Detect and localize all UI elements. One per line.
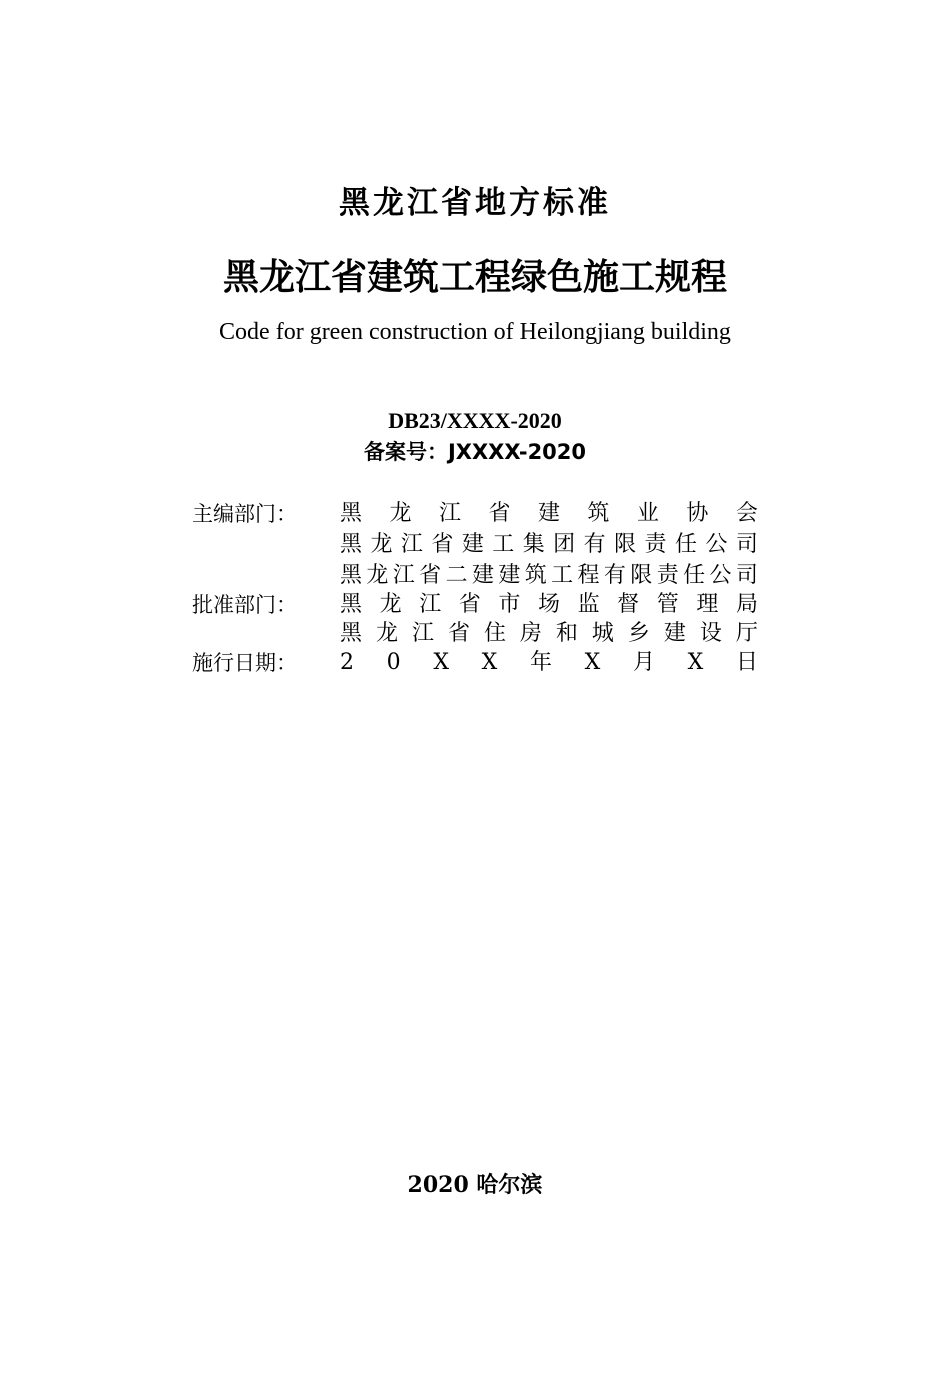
- standard-number: DB23/XXXX-2020: [388, 408, 562, 433]
- standard-type-heading: 黑龙江省地方标准: [339, 185, 611, 221]
- document-title-cn: 黑龙江省建筑工程绿色施工规程: [222, 256, 727, 298]
- editor-label: 主编部门：: [192, 502, 297, 526]
- record-number: 备案号：JXXXX-2020: [363, 440, 587, 464]
- approver-label: 批准部门：: [192, 593, 297, 617]
- approver-org-2: 黑 龙 江 省 住 房 和 城 乡 建 设 厅: [340, 621, 758, 646]
- approver-org-1: 黑 龙 江 省 市 场 监 督 管 理 局: [340, 592, 758, 617]
- publication-footer: 2020 哈尔滨: [407, 1172, 543, 1198]
- editor-org-2: 黑 龙 江 省 建 工 集 团 有 限 责 任 公 司: [340, 532, 758, 557]
- effective-date-label: 施行日期：: [192, 651, 297, 675]
- effective-date: 2 0 X X 年 X 月 X 日: [340, 650, 758, 675]
- editor-org-3: 黑 龙 江 省 二 建 建 筑 工 程 有 限 责 任 公 司: [340, 563, 758, 588]
- editor-org-1: 黑 龙 江 省 建 筑 业 协 会: [340, 501, 758, 526]
- document-title-en: Code for green construction of Heilongjiang building: [219, 319, 731, 345]
